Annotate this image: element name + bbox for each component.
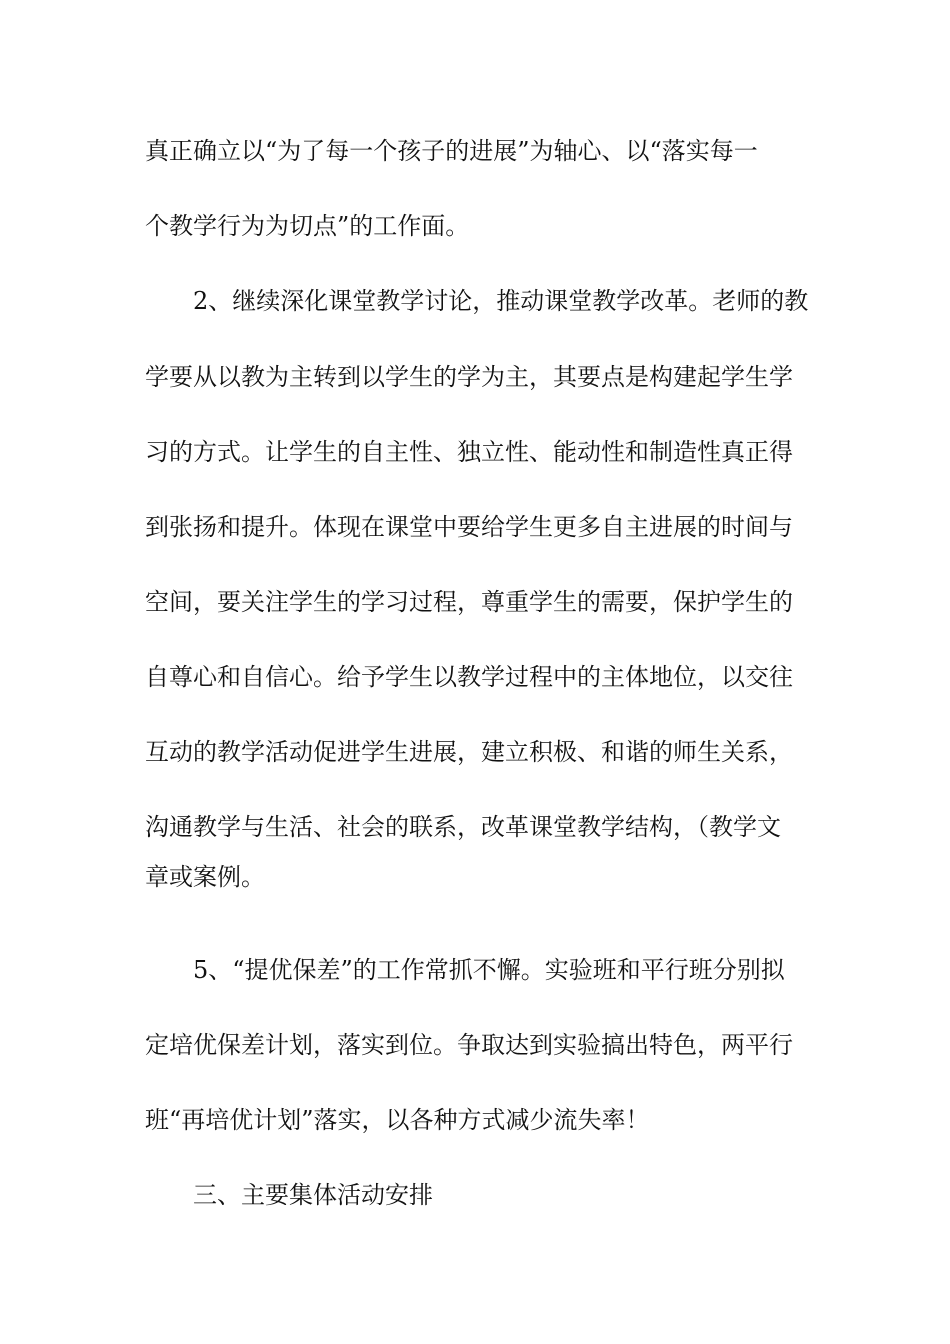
paragraph-line: 2、继续深化课堂教学讨论，推动课堂教学改革。老师的教	[193, 287, 809, 315]
paragraph-line: 班“再培优计划”落实，以各种方式减少流失率！	[145, 1106, 650, 1134]
paragraph-line: 习的方式。让学生的自主性、独立性、能动性和制造性真正得	[145, 438, 793, 466]
paragraph-line: 空间，要关注学生的学习过程，尊重学生的需要，保护学生的	[145, 588, 793, 616]
paragraph-line: 个教学行为为切点”的工作面。	[145, 212, 470, 240]
paragraph-line: 自尊心和自信心。给予学生以教学过程中的主体地位，以交往	[145, 663, 793, 691]
section-heading: 三、主要集体活动安排	[193, 1181, 433, 1209]
paragraph-line: 沟通教学与生活、社会的联系，改革课堂教学结构，（教学文	[145, 813, 781, 841]
paragraph-line: 5、“提优保差”的工作常抓不懈。实验班和平行班分别拟	[193, 956, 785, 984]
paragraph-line: 学要从以教为主转到以学生的学为主，其要点是构建起学生学	[145, 363, 793, 391]
paragraph-line: 真正确立以“为了每一个孩子的进展”为轴心、以“落实每一	[145, 137, 758, 165]
paragraph-line: 互动的教学活动促进学生进展，建立积极、和谐的师生关系，	[145, 738, 793, 766]
paragraph-line: 到张扬和提升。体现在课堂中要给学生更多自主进展的时间与	[145, 513, 793, 541]
paragraph-line: 定培优保差计划，落实到位。争取达到实验搞出特色，两平行	[145, 1031, 793, 1059]
paragraph-line: 章或案例。	[145, 863, 265, 891]
